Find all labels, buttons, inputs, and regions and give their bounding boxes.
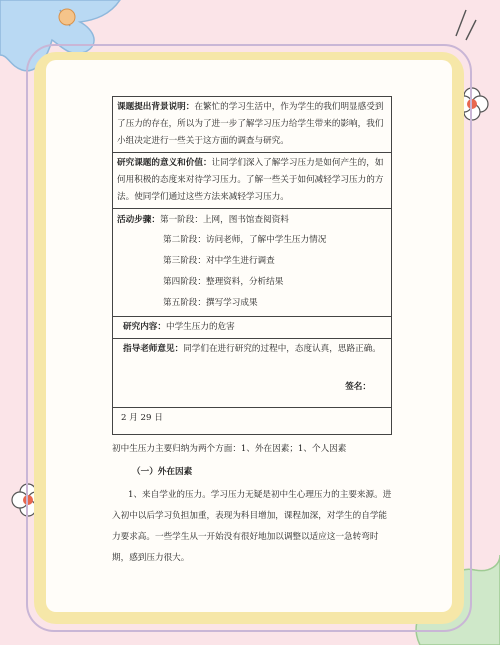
body-paragraph: 1、来自学业的压力。学习压力无疑是初中生心理压力的主要来源。进入初中以后学习负担加重，表现为科目增加，课程加深，对学生的自学能力要求高。一些学生从一开始没有很好地加以调整以适应这一急转弯时期，感到压力很大。 — [112, 490, 392, 563]
orange-circle-decoration — [58, 8, 76, 26]
section-heading: （一）外在因素 — [132, 467, 193, 477]
content-label: 研究内容： — [123, 322, 166, 332]
step-item: 第五阶段：撰写学习成果 — [163, 298, 258, 308]
background-label: 课题提出背景说明： — [117, 102, 195, 112]
document-page — [112, 96, 392, 569]
significance-label: 研究课题的意义和价值： — [117, 158, 212, 168]
advisor-label: 指导老师意见： — [123, 344, 184, 354]
significance-text: 让同学们深入了解学习压力是如何产生的，如何用积极的态度来对待学习压力。了解一些关于如何减轻学习压力的方法。使同学们通过这些方法来减轻学习压力。 — [117, 158, 384, 202]
steps-row — [113, 209, 392, 317]
content-row — [113, 317, 392, 339]
step-item: 第三阶段：对中学生进行调查 — [163, 256, 275, 266]
advisor-text: 同学们在进行研究的过程中，态度认真，思路正确。 — [183, 344, 381, 354]
advisor-row — [113, 339, 392, 408]
background-row — [113, 97, 392, 153]
date-row — [113, 408, 392, 435]
summary-line: 初中生压力主要归纳为两个方面：1、外在因素；1、个人因素 — [112, 444, 347, 454]
step-item: 第一阶段：上网，图书馆查阅资料 — [159, 215, 289, 225]
significance-row — [113, 153, 392, 209]
date-text: 2 月 29 日 — [121, 413, 163, 423]
content-text: 中学生压力的危害 — [165, 322, 235, 332]
background-text: 在繁忙的学习生活中，作为学生的我们明显感受到了压力的存在，所以为了进一步了解学习压力给学生带来的影响，我们小组决定进行一些关于这方面的调查与研究。 — [117, 102, 384, 146]
steps-label: 活动步骤： — [117, 215, 160, 225]
signature-label: 签名： — [345, 382, 371, 392]
step-item: 第四阶段：整理资料，分析结果 — [163, 277, 284, 287]
info-table — [112, 96, 392, 435]
sparkle-lines-decoration — [440, 6, 480, 46]
step-item: 第二阶段：访问老师，了解中学生压力情况 — [163, 235, 327, 245]
